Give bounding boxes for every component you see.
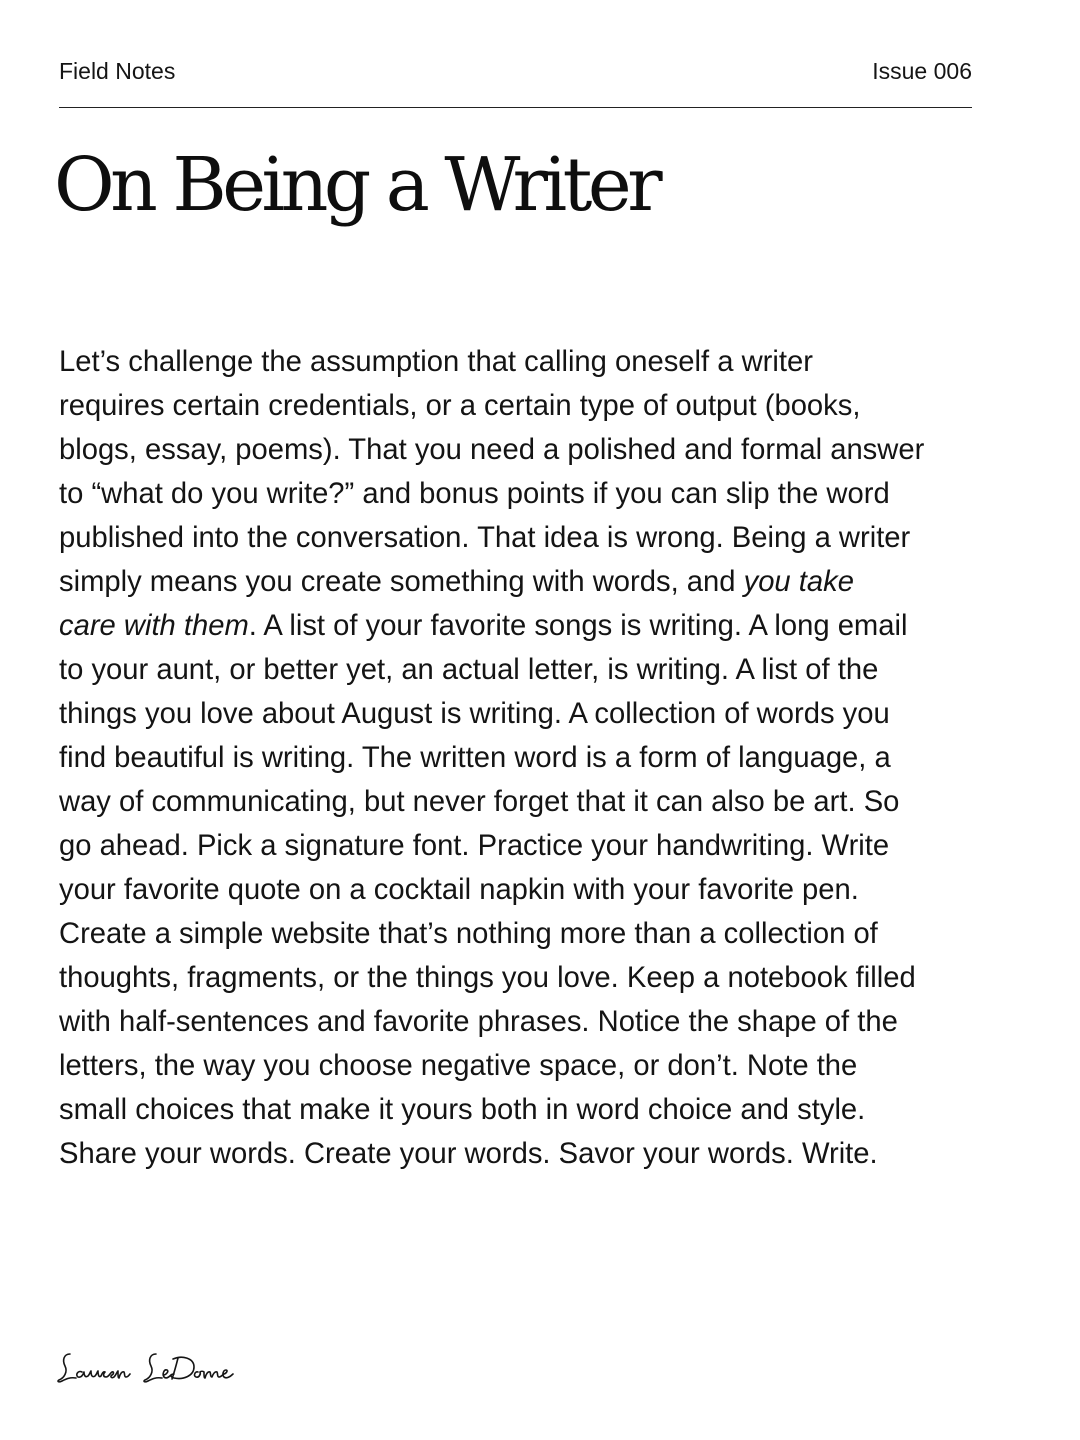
body-line: to your aunt, or better yet, an actual letter, is writing. A list of the [59,654,879,686]
body-line: find beautiful is writing. The written word is a form of language, a [59,742,891,774]
publication-name: Field Notes [59,57,176,84]
body-line: Share your words. Create your words. Savor your words. Write. [59,1138,878,1170]
body-line: letters, the way you choose negative space, or don’t. Note the [59,1050,858,1082]
page-title: On Being a Writer [54,142,659,228]
signature-name [56,1388,57,1389]
page-header [59,56,972,86]
body-line: care with them. A list of your favorite songs is writing. A long email [59,610,908,642]
body-line: way of communicating, but never forget that it can also be art. So [59,786,900,818]
author-signature [56,1348,276,1388]
body-line: thoughts, fragments, or the things you love. Keep a notebook filled [59,962,916,994]
emphasis-text: you take [743,566,854,598]
body-line: things you love about August is writing. A collection of words you [59,698,890,730]
article-body [59,340,989,1176]
body-line: go ahead. Pick a signature font. Practice your handwriting. Write [59,830,890,862]
body-line: simply means you create something with words, and you take [59,566,854,598]
body-line: to “what do you write?” and bonus points if you can slip the word [59,478,890,510]
body-line: Create a simple website that’s nothing more than a collection of [59,918,878,950]
body-line: blogs, essay, poems). That you need a polished and formal answer [59,434,925,466]
body-line: with half-sentences and favorite phrases. Notice the shape of the [59,1006,898,1038]
body-line: small choices that make it yours both in word choice and style. [59,1094,866,1126]
signature-script [56,1348,276,1388]
header-divider [59,107,972,108]
emphasis-text: care with them [59,610,249,642]
body-line: requires certain credentials, or a certain type of output (books, [59,390,861,422]
body-line: your favorite quote on a cocktail napkin with your favorite pen. [59,874,859,906]
body-line: Let’s challenge the assumption that calling oneself a writer [59,346,813,378]
issue-number: Issue 006 [872,57,972,84]
body-line: published into the conversation. That idea is wrong. Being a writer [59,522,911,554]
